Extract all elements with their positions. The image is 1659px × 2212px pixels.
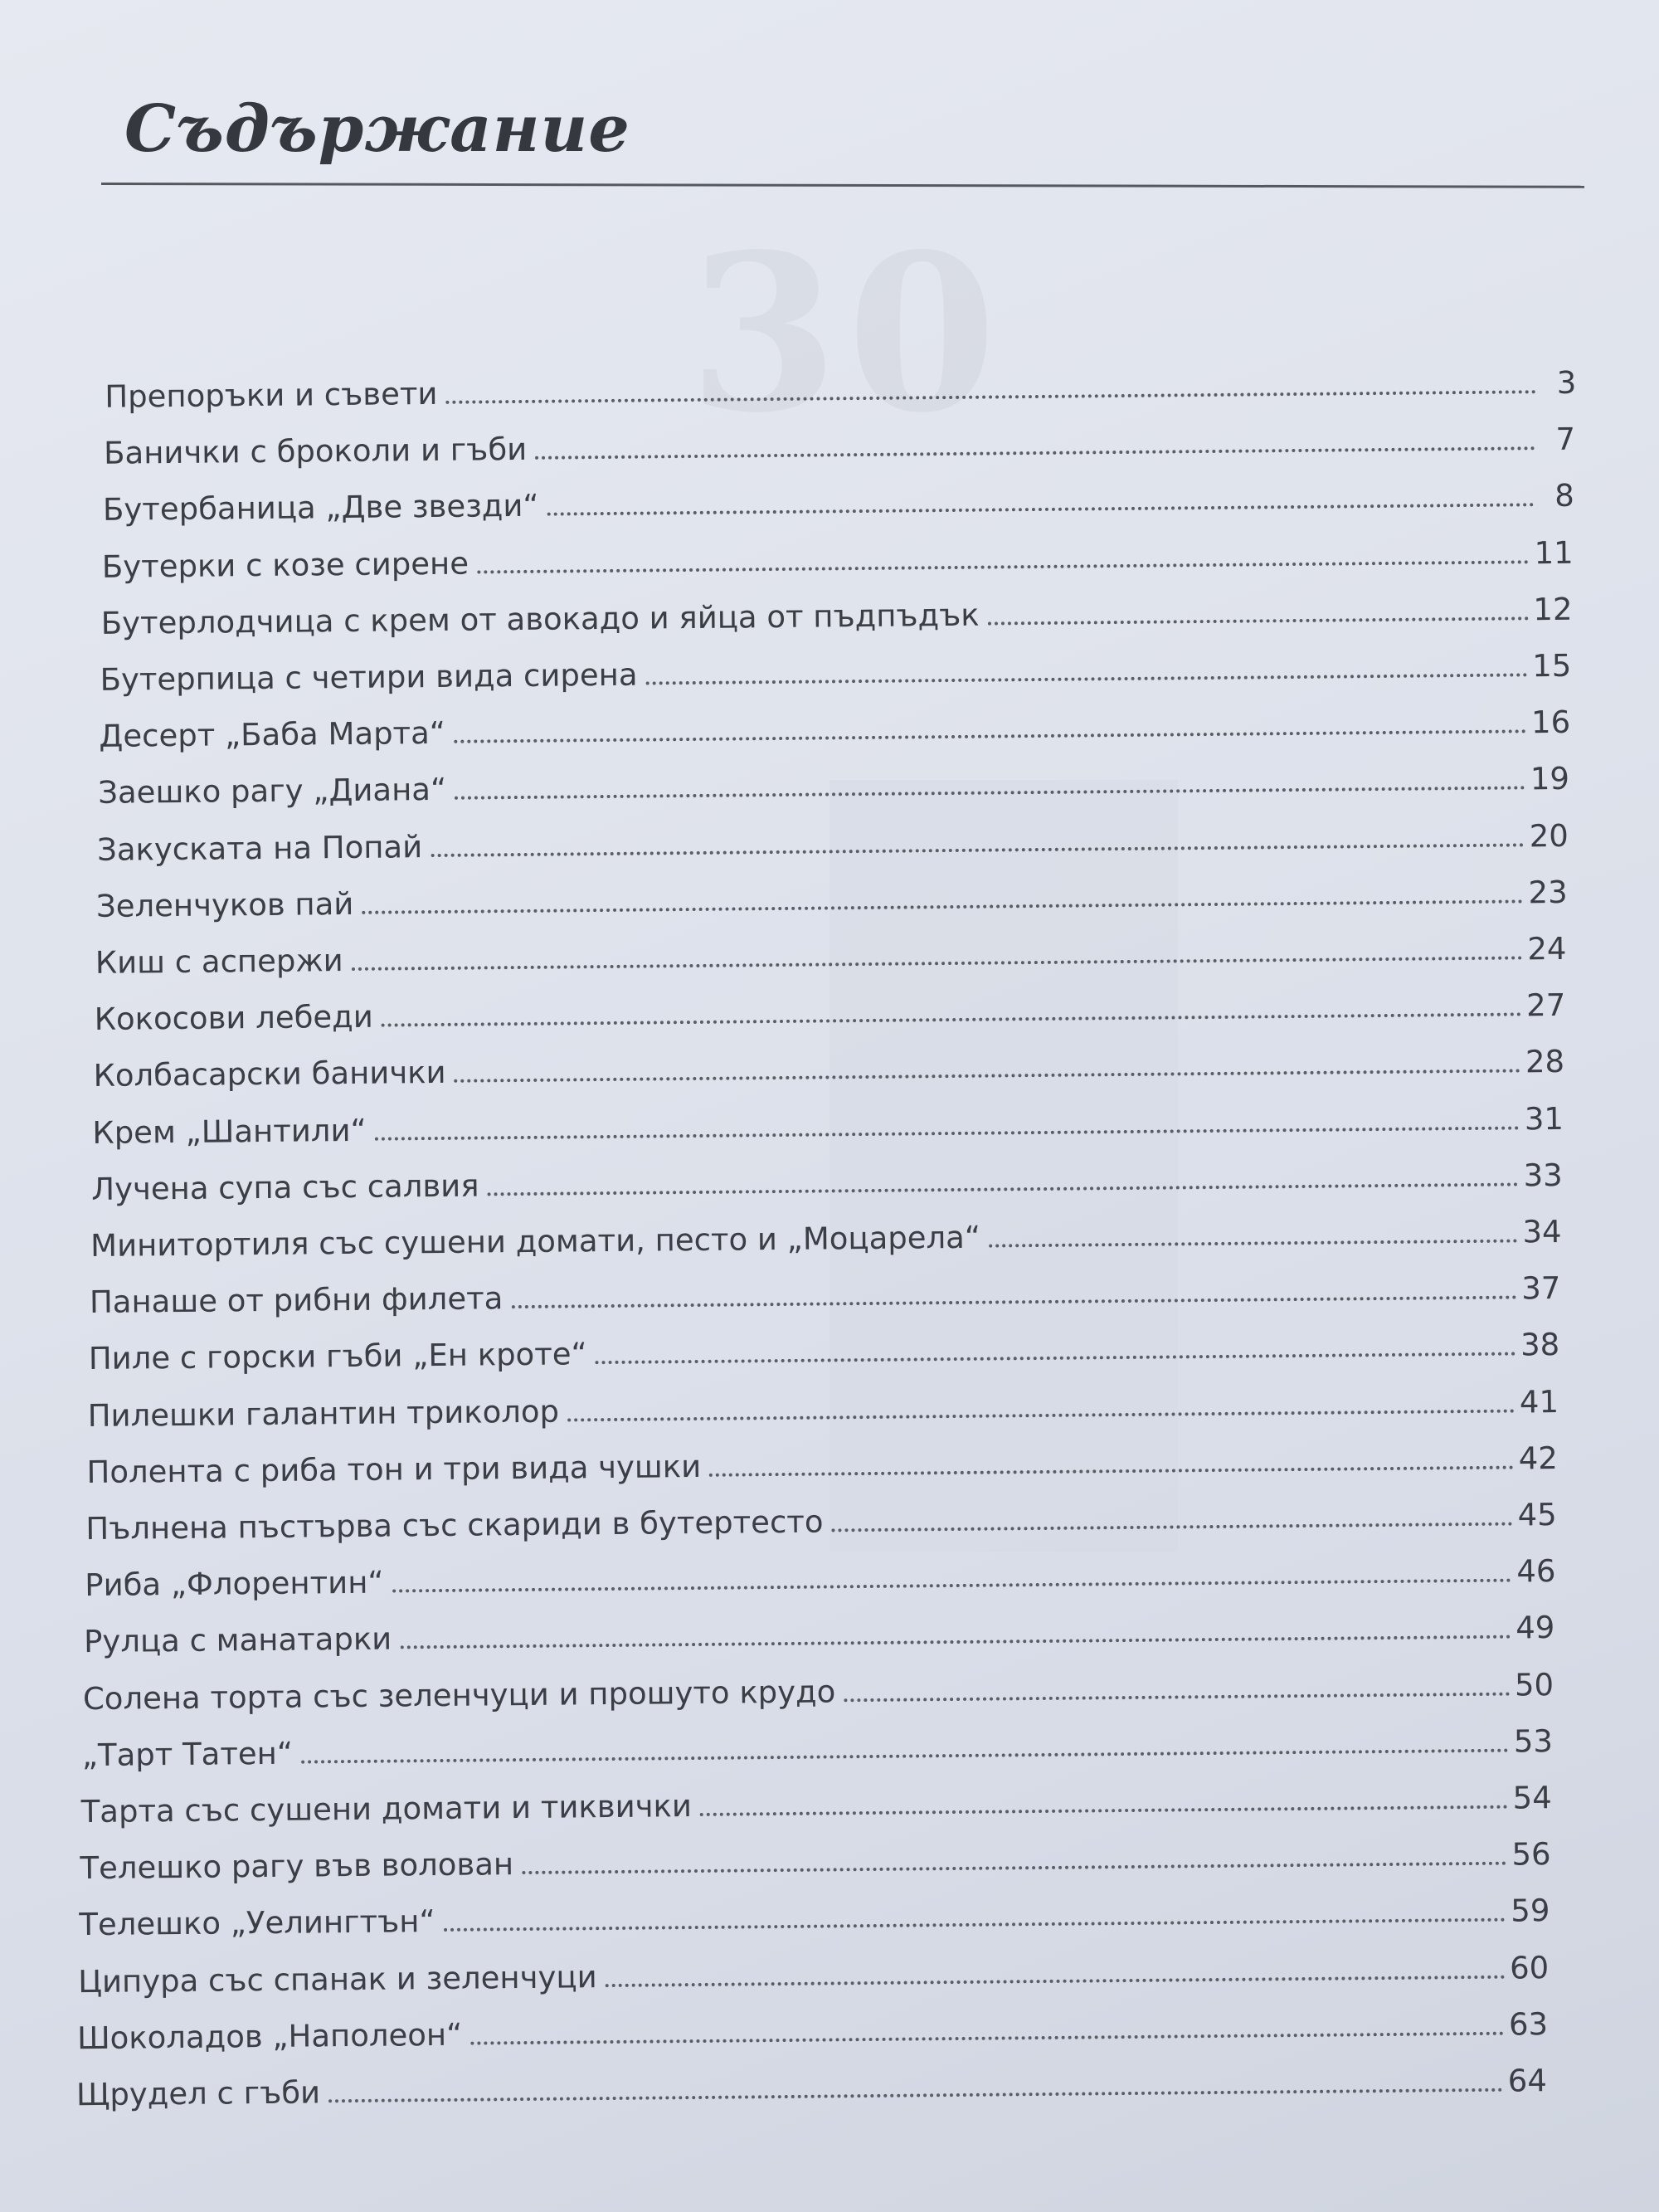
toc-entry-page-number: 27 [1525,987,1566,1024]
toc-entry[interactable] [100,581,1572,641]
toc-entry-title: Бутербаница „Две звезди“ [102,488,539,529]
toc-entry[interactable] [76,2052,1547,2112]
toc-entry-page-number: 42 [1518,1440,1559,1477]
toc-entry-title: Телешко рагу във волован [80,1846,514,1887]
toc-entry[interactable] [80,1825,1551,1886]
toc-entry-title: Бутерки с козе сирене [101,545,469,585]
toc-entry-title: Банички с броколи и гъби [103,431,528,471]
toc-dot-leader [567,1409,1515,1421]
toc-dot-leader [444,1918,1506,1932]
toc-entry-page-number: 3 [1556,364,1577,401]
toc-entry[interactable] [103,467,1574,528]
toc-dot-leader [832,1523,1513,1532]
toc-dot-leader [400,1635,1511,1649]
toc-entry-title: Зеленчуков пай [95,885,354,924]
toc-entry-page-number: 60 [1509,1949,1550,1986]
toc-entry-title: Колбасарски банички [93,1055,446,1094]
toc-entry[interactable] [86,1430,1558,1490]
toc-entry-page-number: 41 [1519,1383,1559,1420]
toc-entry[interactable] [100,637,1571,698]
toc-dot-leader [488,1182,1519,1196]
toc-entry-title: Заешко рагу „Диана“ [98,772,447,811]
toc-entry-title: Бутерлодчица с крем от авокадо и яйца от пъдпъдък [100,597,980,641]
toc-dot-leader [477,560,1530,573]
toc-dot-leader [392,1579,1512,1593]
toc-entry-page-number: 7 [1555,421,1576,458]
toc-entry[interactable] [89,1316,1560,1376]
toc-entry[interactable] [85,1542,1556,1603]
toc-dot-leader [382,1013,1521,1027]
toc-entry-page-number: 20 [1529,817,1569,854]
toc-dot-leader [301,1748,1509,1763]
toc-entry[interactable] [99,694,1570,754]
toc-entry-title: Десерт „Баба Марта“ [99,715,446,755]
toc-entry-page-number: 56 [1511,1836,1551,1873]
toc-entry-page-number: 50 [1514,1666,1554,1703]
background-show-through-number: 30 [688,207,1005,460]
toc-entry[interactable] [84,1599,1555,1659]
toc-dot-leader [362,899,1523,914]
toc-entry-title: Киш с аспержи [95,943,343,981]
toc-entry[interactable] [93,1033,1564,1094]
toc-dot-leader [470,2031,1504,2044]
toc-entry-title: Пълнена пъстърва със скариди в бутертесто [85,1503,824,1547]
toc-entry-title: Панаше от рибни филета [89,1280,504,1321]
toc-dot-leader [646,673,1528,685]
toc-dot-leader [352,956,1523,971]
toc-dot-leader [375,1126,1520,1140]
toc-entry[interactable] [104,411,1575,471]
toc-entry-title: Минитортиля със сушени домати, песто и „Моцарела“ [90,1219,981,1264]
toc-dot-leader [989,1239,1517,1247]
toc-entry-page-number: 34 [1522,1213,1562,1250]
toc-dot-leader [455,787,1525,800]
toc-entry[interactable] [82,1713,1554,1773]
toc-entry-page-number: 24 [1527,930,1567,967]
toc-entry-page-number: 46 [1516,1553,1556,1590]
toc-entry-page-number: 49 [1515,1610,1555,1646]
toc-dot-leader [988,616,1529,625]
toc-dot-leader [446,390,1537,404]
toc-entry[interactable] [78,1939,1550,2000]
toc-entry-title: Телешко „Уелингтън“ [79,1903,435,1943]
toc-dot-leader [431,843,1525,857]
toc-dot-leader [455,1069,1520,1083]
toc-dot-leader [547,504,1535,516]
toc-entry[interactable] [105,354,1576,415]
toc-dot-leader [522,1862,1506,1874]
toc-entry-title: Пиле с горски гъби „Ен кроте“ [88,1336,587,1377]
toc-entry-page-number: 8 [1554,478,1575,514]
toc-entry-title: Закуската на Попай [96,828,423,868]
toc-entry-title: Солена торта със зеленчуци и прошуто крудо [82,1673,836,1717]
toc-entry-page-number: 45 [1517,1497,1557,1533]
toc-entry-title: Бутерпица с четири вида сирена [100,656,638,698]
toc-entry[interactable] [95,920,1567,981]
toc-dot-leader [596,1352,1515,1365]
toc-entry-title: Полента с риба тон и три вида чушки [86,1448,702,1490]
toc-entry-title: Кокосови лебеди [94,998,374,1038]
title-underline-divider [101,183,1584,188]
toc-entry[interactable] [79,1883,1550,1943]
toc-dot-leader [328,2088,1503,2103]
toc-entry-title: Щрудел с гъби [75,2074,321,2113]
toc-entry-page-number: 59 [1511,1893,1550,1929]
toc-entry-title: Препоръки и съвети [105,375,438,415]
toc-dot-leader [844,1692,1510,1702]
toc-entry-page-number: 15 [1532,647,1572,685]
toc-entry[interactable] [80,1769,1552,1830]
toc-entry[interactable] [96,864,1568,924]
toc-entry-title: Пилешки галантин триколор [87,1393,560,1434]
toc-entry[interactable] [87,1373,1559,1434]
toc-entry[interactable] [102,524,1574,584]
toc-entry-page-number: 28 [1525,1044,1565,1080]
toc-dot-leader [700,1805,1508,1816]
toc-entry-page-number: 11 [1534,534,1574,571]
toc-dot-leader [606,1975,1506,1986]
toc-dot-leader [709,1465,1514,1476]
toc-entry-page-number: 53 [1513,1722,1554,1760]
toc-entry-page-number: 31 [1524,1100,1564,1137]
toc-entry-title: Рулца с манатарки [83,1620,392,1660]
toc-entry[interactable] [91,1147,1563,1207]
toc-entry[interactable] [94,977,1565,1037]
toc-entry-page-number: 33 [1523,1157,1563,1194]
toc-entry-page-number: 38 [1520,1327,1560,1363]
toc-entry[interactable] [90,1203,1562,1264]
toc-dot-leader [511,1296,1516,1309]
toc-entry-title: Лучена супа със салвия [91,1167,479,1207]
toc-entry-page-number: 54 [1512,1780,1552,1816]
page-title: Съдържание [124,91,630,167]
toc-entry[interactable] [90,1259,1561,1320]
toc-dot-leader [454,730,1526,743]
toc-entry-title: Ципура със спанак и зеленчуци [78,1958,597,2000]
toc-entry-page-number: 63 [1508,2005,1549,2043]
toc-entry-title: Шоколадов „Наполеон“ [76,2016,463,2056]
toc-entry[interactable] [98,750,1569,811]
toc-entry[interactable] [77,1995,1548,2056]
toc-entry-page-number: 16 [1530,704,1571,741]
toc-entry-page-number: 37 [1521,1270,1561,1307]
toc-entry[interactable] [92,1090,1564,1151]
toc-entry[interactable] [97,806,1569,867]
toc-entry-page-number: 19 [1530,761,1570,797]
toc-entry-title: Риба „Флорентин“ [85,1564,384,1604]
toc-entry-page-number: 12 [1533,591,1573,628]
toc-dot-leader [535,446,1535,460]
toc-entry-title: Тарта със сушени домати и тиквички [80,1788,693,1830]
toc-entry[interactable] [85,1486,1557,1547]
toc-entry-title: Крем „Шантили“ [92,1112,367,1151]
toc-entry-title: „Тарт Татен“ [81,1735,294,1773]
toc-entry-page-number: 64 [1507,2063,1548,2099]
toc-entry-page-number: 23 [1528,874,1568,911]
toc-entry[interactable] [83,1656,1554,1717]
